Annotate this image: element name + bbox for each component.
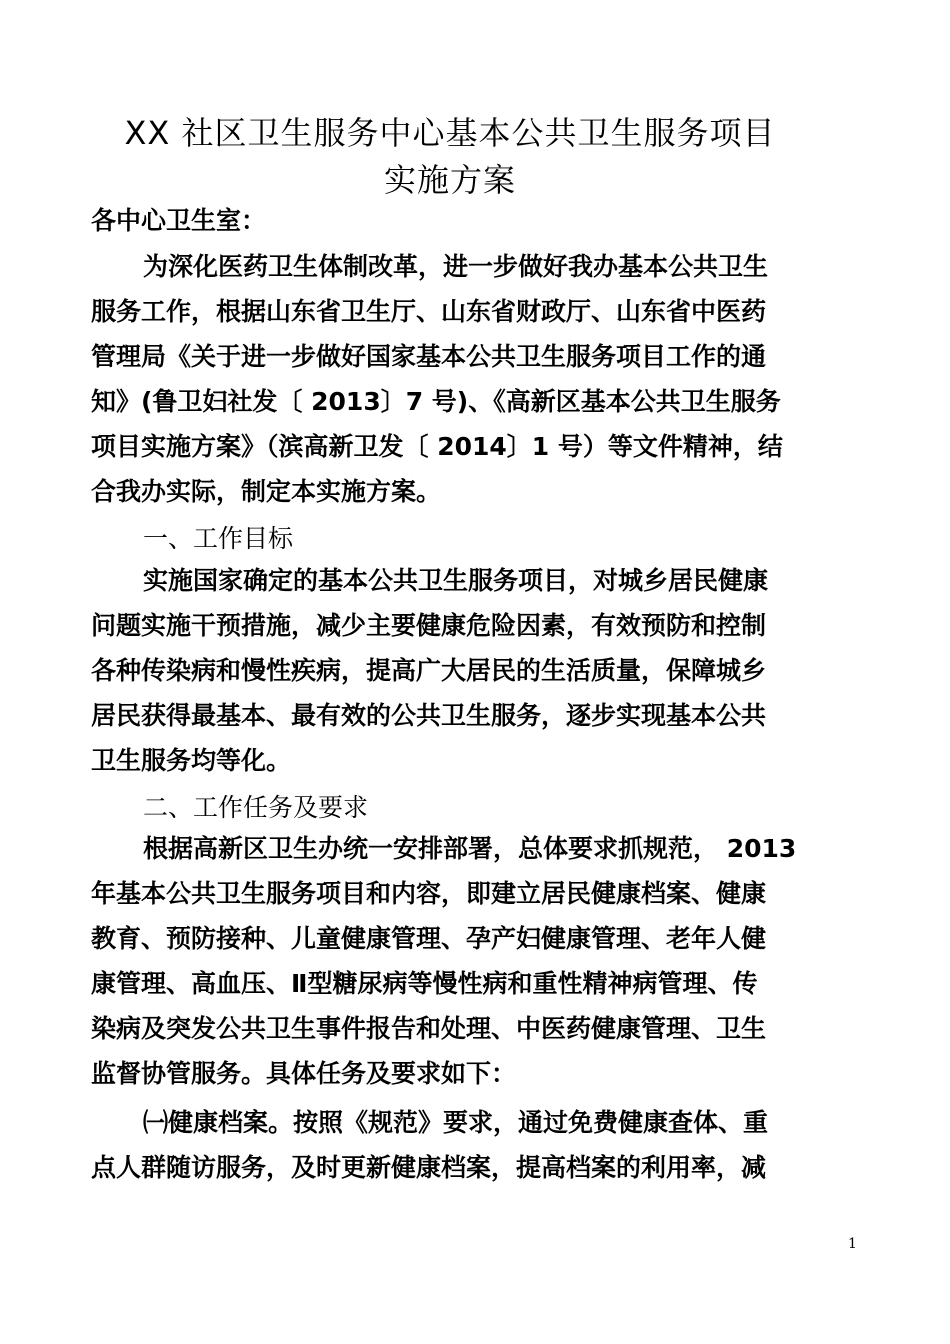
item1-line: 点人群随访服务，及时更新健康档案，提高档案的利用率，减	[91, 1153, 767, 1182]
document-title-line-2: 实施方案	[383, 161, 516, 199]
item1-line: ㈠健康档案。按照《规范》要求，通过免费健康查体、重	[143, 1108, 769, 1137]
document-title-line-1: XX 社区卫生服务中心基本公共卫生服务项目	[124, 114, 776, 152]
section2-line: 教育、预防接种、儿童健康管理、孕产妇健康管理、老年人健	[91, 924, 767, 953]
intro-line: 合我办实际，制定本实施方案。	[91, 477, 442, 506]
intro-line: 知》(鲁卫妇社发〔 2013〕7 号)、《高新区基本公共卫生服务	[91, 387, 781, 416]
intro-line: 为深化医药卫生体制改革，进一步做好我办基本公共卫生	[143, 252, 769, 281]
page-number: 1	[848, 1236, 857, 1252]
section2-line: 监督协管服务。具体任务及要求如下：	[91, 1059, 517, 1088]
section1-line: 卫生服务均等化。	[91, 746, 292, 775]
section2-line: 染病及突发公共卫生事件报告和处理、中医药健康管理、卫生	[91, 1014, 767, 1043]
intro-line: 项目实施方案》（滨高新卫发〔 2014〕1 号）等文件精神，结	[91, 432, 783, 461]
section2-line: 根据高新区卫生办统一安排部署，总体要求抓规范， 2013	[143, 834, 797, 863]
section1-line: 实施国家确定的基本公共卫生服务项目，对城乡居民健康	[143, 566, 769, 595]
section2-line: 年基本公共卫生服务项目和内容，即建立居民健康档案、健康	[91, 879, 767, 908]
section2-line: 康管理、高血压、Ⅱ型糖尿病等慢性病和重性精神病管理、传	[91, 969, 758, 998]
section1-line: 各种传染病和慢性疾病，提高广大居民的生活质量，保障城乡	[91, 656, 767, 685]
intro-line: 服务工作，根据山东省卫生厅、山东省财政厅、山东省中医药	[91, 297, 767, 326]
section1-line: 问题实施干预措施，减少主要健康危险因素，有效预防和控制	[91, 611, 767, 640]
section-heading-goals: 一、工作目标	[143, 524, 294, 553]
intro-line: 管理局《关于进一步做好国家基本公共卫生服务项目工作的通	[91, 342, 767, 371]
section-heading-tasks: 二、工作任务及要求	[143, 793, 369, 822]
salutation: 各中心卫生室：	[91, 206, 267, 235]
section1-line: 居民获得最基本、最有效的公共卫生服务，逐步实现基本公共	[91, 701, 767, 730]
